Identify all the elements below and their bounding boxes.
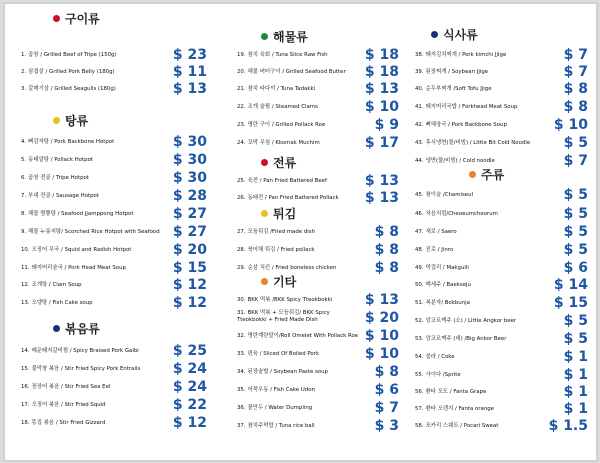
- menu-item: 10. 오징어 무국 / Squid and Radish Hotpot $ 20: [21, 242, 207, 258]
- menu-item: 57. 환타 오렌지 / Fanta orange $ 1: [415, 401, 588, 417]
- menu-item: 29. 순살 치킨 / Fried boneless chicken $ 8: [237, 260, 399, 276]
- price: $ 17: [364, 135, 399, 151]
- price: $ 22: [172, 397, 207, 413]
- price: $ 8: [374, 224, 399, 240]
- menu-item: 25. 육전 / Pan Fried Battered Beef $ 13: [237, 173, 399, 189]
- price: $ 27: [172, 224, 207, 240]
- menu-item: 35. 어묵우동 / Fish Cake Udon $ 6: [237, 382, 399, 398]
- red-dot-icon: [53, 15, 60, 22]
- menu-item: 3. 갈매기살 / Grilled Seagulls (180g) $ 13: [21, 81, 207, 97]
- price: $ 24: [172, 379, 207, 395]
- green-dot-icon: [261, 33, 268, 40]
- price: $ 5: [563, 135, 588, 151]
- price: $ 5: [563, 242, 588, 258]
- price: $ 12: [172, 277, 207, 293]
- menu-item: 26. 동태전 / Pan Fried Battered Pollack $ 13: [237, 190, 399, 206]
- price: $ 8: [374, 260, 399, 276]
- menu-item: 47. 새로 / Saero $ 5: [415, 224, 588, 240]
- menu-item: 58. 포카리 스웨트 / Pocari Sweat $ 1.5: [415, 418, 588, 434]
- section-title-seafood: 해물류: [261, 28, 308, 45]
- menu-item: 52. 앙코르맥주 (소) / Little Angkor beer $ 5: [415, 313, 588, 329]
- price: $ 7: [563, 153, 588, 169]
- menu-item: 19. 참치 육회 / Tuna Slice Raw Fish $ 18: [237, 47, 399, 63]
- price: $ 1: [563, 401, 588, 417]
- menu-item: 16. 꼼장어 볶음 / Stir Fried Sea Eel $ 24: [21, 379, 207, 395]
- menu-item: 27. 모듬튀김 /Fried made dish $ 8: [237, 224, 399, 240]
- price: $ 12: [172, 415, 207, 431]
- menu-item: 33. 편육 / Sliced Of Boiled Pork $ 10: [237, 346, 399, 362]
- menu-item: 45. 참이슬 /Chamiseul $ 5: [415, 187, 588, 203]
- menu-item: 40. 순두부찌개 /Soft Tofu Jjige $ 8: [415, 81, 588, 97]
- price: $ 5: [563, 331, 588, 347]
- menu-item: 42. 뼈해장국 / Pork Backbone Soup $ 10: [415, 117, 588, 133]
- menu-item: 28. 북어채 튀김 / Fried pollack $ 8: [237, 242, 399, 258]
- price: $ 3: [374, 418, 399, 434]
- menu-item: 15. 불막창 볶음 / Stir Fried Spicy Pork Entrails $ 24: [21, 361, 207, 377]
- menu-item: 24. 꼬막 무침 / Kkomak Muchim $ 17: [237, 135, 399, 151]
- menu-item: 1. 곱창 / Grilled Beef of Tripe (150g) $ 23: [21, 47, 207, 63]
- price: $ 30: [172, 152, 207, 168]
- menu-item: 48. 진로 / Jinro $ 5: [415, 242, 588, 258]
- menu-item: 44. 냉면(물/비빔) / Cold noodle $ 7: [415, 153, 588, 169]
- price: $ 8: [374, 364, 399, 380]
- price: $ 13: [364, 190, 399, 206]
- menu-item: 39. 된장찌개 / Soybean Jjige $ 7: [415, 64, 588, 80]
- price: $ 7: [563, 47, 588, 63]
- menu-item: 12. 조개탕 / Clam Soup $ 12: [21, 277, 207, 293]
- price: $ 28: [172, 188, 207, 204]
- price: $ 5: [563, 206, 588, 222]
- price: $ 18: [364, 64, 399, 80]
- price: $ 25: [172, 343, 207, 359]
- menu-item: 4. 뼈감자탕 / Pork Backbone Hotpot $ 30: [21, 134, 207, 150]
- price: $ 11: [172, 64, 207, 80]
- orange-dot-icon: [261, 278, 268, 285]
- section-title-meals: 식사류: [431, 26, 478, 43]
- menu-item: 38. 돼지김치찌개 / Pork kimchi Jjige $ 7: [415, 47, 588, 63]
- menu-item: 11. 돼지머리술국 / Pork Head Meat Soup $ 15: [21, 260, 207, 276]
- price: $ 10: [364, 346, 399, 362]
- price: $ 5: [563, 224, 588, 240]
- menu-item: 55. 사이다 /Sprite $ 1: [415, 367, 588, 383]
- menu-item: 20. 해물 버터구이 / Grilled Seafood Butter $ 18: [237, 64, 399, 80]
- menu-item: 32. 명란계란말이/Roll Omelet With Pollack Roe $ 10: [237, 328, 399, 344]
- price: $ 5: [563, 187, 588, 203]
- price: $ 27: [172, 206, 207, 222]
- price: $ 10: [364, 99, 399, 115]
- menu-item: 34. 된장술밥 / Soybean Paste soup $ 8: [237, 364, 399, 380]
- price: $ 20: [364, 310, 399, 326]
- price: $ 10: [553, 117, 588, 133]
- price: $ 1: [563, 367, 588, 383]
- orange-dot-icon: [469, 171, 476, 178]
- price: $ 30: [172, 134, 207, 150]
- menu-item: 43. 후식냉면(물/비빔) / Little Bit Cold Noodle $ 5: [415, 135, 588, 151]
- menu-item: 6. 곱창 전골 / Tripe Hotpot $ 30: [21, 170, 207, 186]
- price: $ 24: [172, 361, 207, 377]
- menu-item: 7. 부대 전골 / Sausage Hotpot $ 28: [21, 188, 207, 204]
- menu-item: 14. 매운돼지갈비찜 / Spicy Braised Pork Galbi $ 25: [21, 343, 207, 359]
- menu-item: 37. 참치주먹밥 / Tuna rice ball $ 3: [237, 418, 399, 434]
- price: $ 18: [364, 47, 399, 63]
- price: $ 1: [563, 349, 588, 365]
- section-title-jeon: 전류: [261, 154, 296, 171]
- price: $ 13: [172, 81, 207, 97]
- price: $ 9: [374, 117, 399, 133]
- menu-item: 53. 앙코르맥주 (대) /Big Ankor Beer $ 5: [415, 331, 588, 347]
- menu-item: 17. 오징어 볶음 / Stir Fried Squid $ 22: [21, 397, 207, 413]
- menu-item: 49. 막걸리 / Makgulli $ 6: [415, 260, 588, 276]
- price: $ 6: [563, 260, 588, 276]
- menu-item: 36. 물만두 / Water Dumpling $ 7: [237, 400, 399, 416]
- section-title-grilled: 구이류: [53, 10, 100, 27]
- price: $ 1: [563, 384, 588, 400]
- menu-item: 54. 콜라 / Coke $ 1: [415, 349, 588, 365]
- navy-dot-icon: [431, 31, 438, 38]
- menu-item: 2. 삼겹살 / Grilled Pork Belly (180g) $ 11: [21, 64, 207, 80]
- menu-item: 21. 참치 타다끼 / Tuna Tadakki $ 13: [237, 81, 399, 97]
- section-title-hotpot: 탕류: [53, 112, 88, 129]
- menu-item: 22. 조개 술찜 / Steamed Clams $ 10: [237, 99, 399, 115]
- price: $ 13: [364, 292, 399, 308]
- section-title-stirfry: 볶음류: [53, 320, 100, 337]
- menu-item: 8. 해물 짬뽕탕 / Seafood Jjamppong Hotpot $ 27: [21, 206, 207, 222]
- menu-item: 56. 환타 포도 / Fanta Grape $ 1: [415, 384, 588, 400]
- menu-item: 13. 오뎅탕 / Fish Cake soup $ 12: [21, 295, 207, 311]
- menu-item: 30. BKK 떡볶 /BKK Spicy Tteokbokki $ 13: [237, 292, 399, 308]
- price: $ 14: [553, 277, 588, 293]
- price: $ 8: [563, 99, 588, 115]
- menu-item: 46. 처음처럼/Cheoeumcheorum $ 5: [415, 206, 588, 222]
- price: $ 5: [563, 313, 588, 329]
- menu-item: 51. 복분자/ Bokbunja $ 15: [415, 295, 588, 311]
- price: $ 13: [364, 173, 399, 189]
- price: $ 7: [374, 400, 399, 416]
- red-dot-icon: [261, 159, 268, 166]
- navy-dot-icon: [53, 325, 60, 332]
- price: $ 15: [172, 260, 207, 276]
- section-title-fried: 튀김: [261, 205, 296, 222]
- price: $ 7: [563, 64, 588, 80]
- price: $ 1.5: [548, 418, 588, 434]
- menu-item: 18. 똥집 볶음 / Stir Fried Gizzard $ 12: [21, 415, 207, 431]
- menu-item: 5. 동태알탕 / Pollack Hotpot $ 30: [21, 152, 207, 168]
- price: $ 10: [364, 328, 399, 344]
- price: $ 13: [364, 81, 399, 97]
- price: $ 30: [172, 170, 207, 186]
- price: $ 23: [172, 47, 207, 63]
- price: $ 6: [374, 382, 399, 398]
- price: $ 8: [563, 81, 588, 97]
- price: $ 20: [172, 242, 207, 258]
- price: $ 12: [172, 295, 207, 311]
- menu-item: 23. 명란 구이 / Grilled Pollack Roe $ 9: [237, 117, 399, 133]
- yellow-dot-icon: [261, 210, 268, 217]
- yellow-dot-icon: [53, 117, 60, 124]
- section-title-other: 기타: [261, 273, 296, 290]
- section-title-drinks: 주류: [469, 166, 504, 183]
- price: $ 8: [374, 242, 399, 258]
- menu-item: 31. BKK 떡볶 + 모듬튀김/ BKK Spicy Tteokbokki + Fried Made Dish $ 20: [237, 310, 399, 326]
- menu-item: 9. 해물 누룽지탕/ Scorched Rice Hotpot with Seafood $ 27: [21, 224, 207, 240]
- menu-item: 41. 돼지머리국밥 / Forkhead Meat Soup $ 8: [415, 99, 588, 115]
- price: $ 15: [553, 295, 588, 311]
- menu-page: [4, 3, 597, 461]
- menu-item: 50. 백세주 / Baekseju $ 14: [415, 277, 588, 293]
